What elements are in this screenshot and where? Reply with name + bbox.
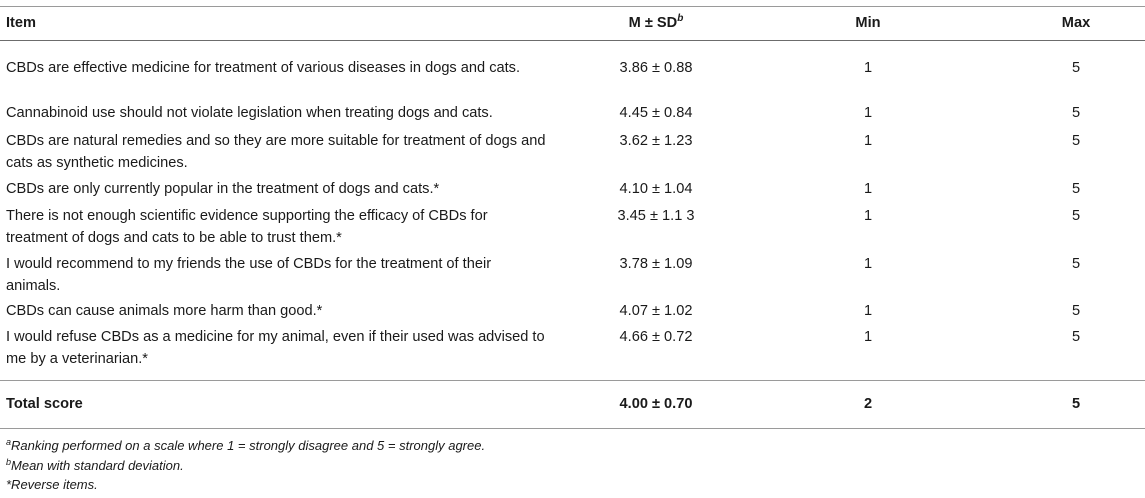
footnote-a: $^a$Ranking performed on a scale where 1 = strongly disagree and 5 = strongly agree. bbox=[6, 437, 486, 453]
row-item: CBDs are only currently popular in the treatment of dogs and cats.* bbox=[6, 181, 440, 197]
row-max: 5 bbox=[1071, 60, 1081, 76]
row-item: CBDs can cause animals more harm than good.* bbox=[6, 303, 323, 319]
total-min: 2 bbox=[863, 396, 873, 412]
row-item: I would recommend to my friends the use of CBDs for the treatment of their animals. bbox=[6, 256, 492, 294]
header-rule bbox=[0, 40, 1145, 41]
row-mean-sd: 3.78 ± 1.09 bbox=[619, 256, 693, 272]
row-mean-sd: 4.10 ± 1.04 bbox=[619, 181, 693, 197]
total-rule bbox=[0, 380, 1145, 381]
row-max: 5 bbox=[1071, 256, 1081, 272]
row-item: CBDs are effective medicine for treatment of various diseases in dogs and cats. bbox=[6, 60, 521, 76]
row-mean-sd: 3.62 ± 1.23 bbox=[619, 133, 693, 149]
row-max: 5 bbox=[1071, 181, 1081, 197]
row-item: I would refuse CBDs as a medicine for my animal, even if their used was advised to me by a veterinarian.* bbox=[6, 329, 545, 367]
row-item: Cannabinoid use should not violate legislation when treating dogs and cats. bbox=[6, 105, 493, 121]
row-min: 1 bbox=[863, 105, 873, 121]
header-max: Max bbox=[1061, 15, 1091, 31]
table-top-rule bbox=[0, 6, 1145, 7]
row-min: 1 bbox=[863, 133, 873, 149]
table-bottom-rule bbox=[0, 428, 1145, 429]
row-min: 1 bbox=[863, 181, 873, 197]
header-item: Item bbox=[6, 15, 37, 31]
total-item: Total score bbox=[6, 396, 83, 412]
total-max: 5 bbox=[1071, 396, 1081, 412]
footnote-reverse: *Reverse items. bbox=[6, 477, 98, 492]
total-mean-sd: 4.00 ± 0.70 bbox=[619, 396, 693, 412]
row-max: 5 bbox=[1071, 329, 1081, 345]
row-mean-sd: 4.07 ± 1.02 bbox=[619, 303, 693, 319]
row-min: 1 bbox=[863, 329, 873, 345]
row-min: 1 bbox=[863, 256, 873, 272]
row-min: 1 bbox=[863, 208, 873, 224]
row-max: 5 bbox=[1071, 105, 1081, 121]
row-max: 5 bbox=[1071, 303, 1081, 319]
row-mean-sd: 3.86 ± 0.88 bbox=[619, 60, 693, 76]
footnote-b: $^b$Mean with standard deviation. bbox=[6, 456, 184, 473]
row-item: CBDs are natural remedies and so they are more suitable for treatment of dogs and cats as synthetic medicines. bbox=[6, 133, 546, 171]
row-mean-sd: 3.45 ± 1.1 3 bbox=[617, 208, 695, 224]
row-item: There is not enough scientific evidence supporting the efficacy of CBDs for treatment of dogs and cats to be able to trust them.* bbox=[6, 208, 488, 246]
row-max: 5 bbox=[1071, 208, 1081, 224]
header-min: Min bbox=[855, 15, 881, 31]
row-mean-sd: 4.45 ± 0.84 bbox=[619, 105, 693, 121]
row-mean-sd: 4.66 ± 0.72 bbox=[619, 329, 693, 345]
row-max: 5 bbox=[1071, 133, 1081, 149]
footnotes bbox=[6, 436, 485, 495]
row-min: 1 bbox=[863, 60, 873, 76]
header-mean-sd: $M \pm SD^b$ bbox=[628, 13, 684, 31]
row-min: 1 bbox=[863, 303, 873, 319]
